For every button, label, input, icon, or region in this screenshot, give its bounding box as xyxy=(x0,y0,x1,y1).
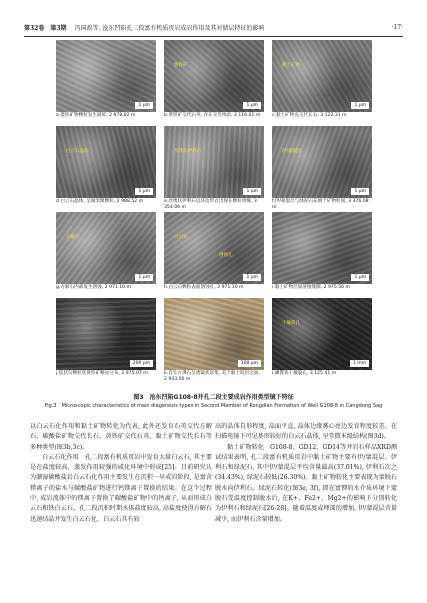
micrograph-image xyxy=(56,212,156,284)
scale-bar: 1 μm xyxy=(243,102,261,109)
figure-caption-en: Fig.3 Microscopic characteristics of main diagenesis types in Second Member of Kongdian Formation of Well G108-8 in Cangdong Sag xyxy=(44,403,383,409)
panel-caption: k.自生方沸石呈透镜状富集, 美于黏土纹层之间, 2 943.00 m xyxy=(164,371,260,382)
panel-caption: l.磷質状干燥裂孔, 3 125.41 m xyxy=(272,371,337,376)
panel-annotation: 丝缕状伊利石 xyxy=(174,148,201,154)
journal-volume: 第32卷 第3期 xyxy=(24,24,67,32)
figure-panel-f xyxy=(272,126,372,211)
running-header xyxy=(24,20,403,34)
scale-bar: 1 μm xyxy=(135,188,153,195)
figure-panel-a xyxy=(56,40,156,119)
scale-bar: 1 μm xyxy=(135,102,153,109)
micrograph-image xyxy=(164,298,264,370)
panel-annotation: 白云石晶体 xyxy=(66,148,89,154)
micrograph-image xyxy=(272,126,372,198)
figure-panel-l xyxy=(272,298,372,377)
panel-annotation: 黏土矿物 xyxy=(282,62,300,68)
micrograph-image xyxy=(272,298,372,370)
micrograph-image xyxy=(272,40,372,112)
page-number: ·17· xyxy=(391,23,403,31)
scale-bar: 1 μm xyxy=(243,274,261,281)
panel-annotation: 伊/蒙混层 xyxy=(282,148,302,154)
paragraph: 黏土矿物转化 G108-8、GD12、GD14等井岩石样品XRD测试结果表明, 孔二段富有机质页岩中黏土矿物主要有伊/蒙混层、伊利石和绿泥石, 其中伊/蒙混层平均含量最高(37.01%), 伊利石次之(34.43%), 绿泥石较低(26.30%)。黏土矿物转化主要表现为蒙脱石脱水向伊利石、绿泥石转化(图3e, 3f), 即在富钾的水介质环境下蒙脱石受温度控制脱水后, 在K+、Fe2+、Mg2+的影响下分别转化为伊利石和绿泥石[26-28]。随着温度或埋深的增加, 伊/蒙混层含量减少, 而伊利石含量增加。 xyxy=(215,443,397,523)
panel-caption: i.黏土矿物层间溶蚀缝隙, 2 975.56 m xyxy=(272,285,350,290)
figure-panel-i xyxy=(272,212,372,291)
paragraph: 以白云石化作用和黏土矿物转化为代表, 此外还发育石英交代方解石、碳酸盐矿物交代长石、黄铁矿交代石英、黏土矿物交代长石等多种类型(图3b,3c)。 xyxy=(30,423,212,451)
scale-bar: 1 μm xyxy=(351,188,369,195)
figure-panel-c xyxy=(272,40,372,119)
panel-caption: f.伊/蒙混层与绿泥石充填于矿物粒间, 3 376.08 m xyxy=(272,199,369,210)
micrograph-image xyxy=(164,126,264,198)
panel-caption: d.白云石晶体, 呈微米级颗粒, 2 988.52 m xyxy=(56,199,144,204)
figure-caption-zh: 图3 沧东凹陷G108-8井孔二段主要成岩作用类型镜下特征 xyxy=(133,394,294,401)
scale-bar: 1 μm xyxy=(135,274,153,281)
micrograph-image xyxy=(56,40,156,112)
scale-bar: 100 μm xyxy=(238,360,261,367)
panel-caption: c.黏土矿物充交代长石, 3 122.31 m xyxy=(272,113,347,118)
panel-caption: a.菱铁矿物颗粒发生破碎, 2 978.82 m xyxy=(56,113,136,118)
panel-annotation: 溶蚀孔 xyxy=(219,252,233,258)
figure-panel-h xyxy=(164,212,264,291)
panel-caption: j.纹状勾颗粒状黄铁矿略显分布, 2 975.07 m xyxy=(56,371,148,376)
paragraph: 白云石化作用 孔二段富有机质页岩中发育大量白云石, 其主要是在盐度较高、蒸发作用较强的咸化环境中形成[25]。目前研究认为潮湿碳酸盐岩白云石化作用主要发生在沉积一早成岩阶段, 是富含镁离子的盐水与碳酸盐矿物进行钙镁离子置换的结果。在这个过程中, 成岩流体中的镁离子置换了碳酸盐矿物中的钙离子, 从而形成白云石和铁白云石。孔二段沉积时期水体盐度较高, 高盐度使得方解石迅速结晶并发生白云石化。白云石具有较 xyxy=(30,453,212,523)
paragraph: 高的晶体自形程度, 晶面平直, 晶体边缘雾心亮边发育程度较差。在扫描电镜下可见基形较好的白云石晶体, 呈堂微米级结构(图3d)。 xyxy=(215,423,397,441)
scale-bar: 1 μm xyxy=(351,102,369,109)
panel-annotation: 黄铁矿 xyxy=(174,62,188,68)
figure-panel-k xyxy=(164,298,264,383)
micrograph-image xyxy=(56,298,156,370)
scale-bar: 1 mm xyxy=(350,360,369,367)
figure-panel-d xyxy=(56,126,156,205)
panel-annotation: 白云石 xyxy=(174,234,188,240)
panel-annotation: 方解石 xyxy=(66,234,80,240)
scale-bar: 1 μm xyxy=(243,188,261,195)
figure-caption xyxy=(40,392,387,410)
body-column-right xyxy=(215,422,397,525)
figure-panel-j xyxy=(56,298,156,377)
figure-panel-b xyxy=(164,40,264,119)
scale-bar: 1 μm xyxy=(351,274,369,281)
figure-panel-e xyxy=(164,126,264,211)
running-title: 冯国政等. 沧东凹陷孔二段富有机质页岩成岩作用及其对储层特征的影响 xyxy=(74,24,265,32)
scale-bar: 200 μm xyxy=(130,360,153,367)
micrograph-image xyxy=(56,126,156,198)
body-column-left xyxy=(30,422,212,525)
panel-caption: h.白云石颗粒表面溶蚀孔, 2 971.10 m xyxy=(164,285,244,290)
panel-caption: g.方解石内部发生溶蚀, 2 971.10 m xyxy=(56,285,132,290)
micrograph-image xyxy=(164,40,264,112)
panel-caption: b.黄铁矿交代石英, 存在交代残余, 3 116.01 m xyxy=(164,113,261,118)
figure-panel-g xyxy=(56,212,156,291)
header-rule xyxy=(24,36,403,37)
micrograph-image xyxy=(164,212,264,284)
micrograph-image xyxy=(272,212,372,284)
panel-annotation: 干燥裂孔 xyxy=(282,320,300,326)
panel-caption: e.丝缕状伊利石以环边形式出现在颗粒周缘, 3 354.06 m xyxy=(164,199,257,210)
